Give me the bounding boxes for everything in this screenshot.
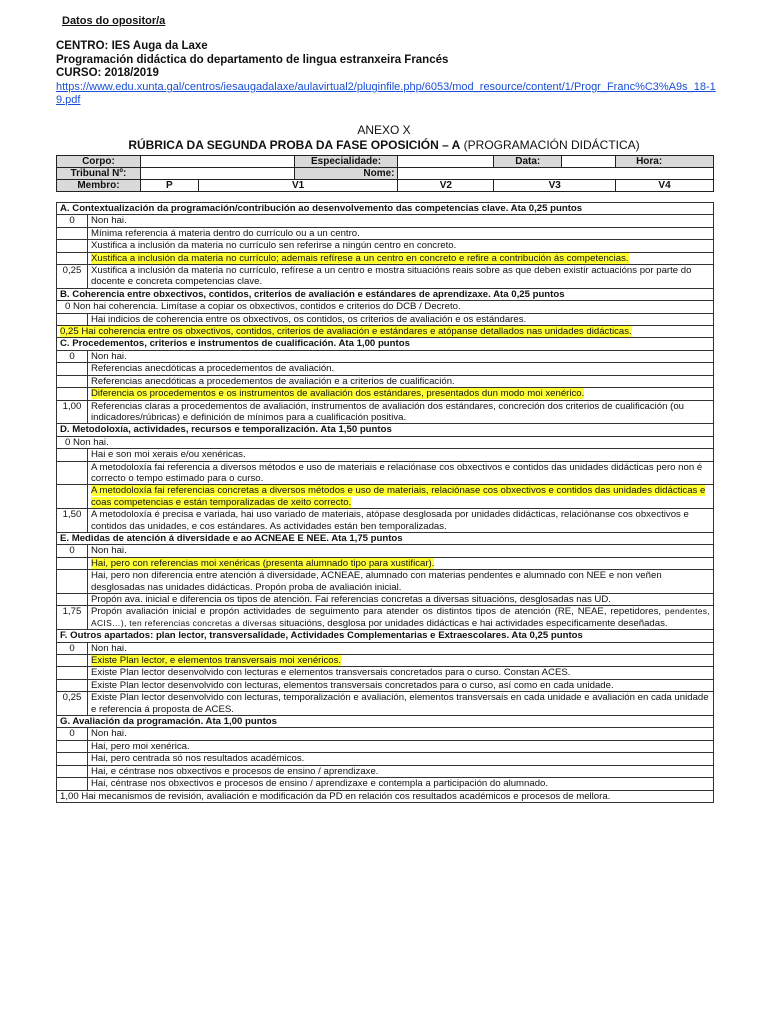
score-cell: 1,00 — [57, 400, 88, 424]
tribunal-value[interactable] — [140, 168, 294, 180]
especialidade-value[interactable] — [398, 156, 494, 168]
criterion-cell-highlighted: 0,25 Hai coherencia entre os obxectivos, contidos, criterios de avaliación e estándares e atópanse detallados nas unidades didácticas. — [57, 326, 714, 338]
table-row — [57, 485, 714, 509]
section-f-title: F. Outros apartados: plan lector, transversalidade, Actividades Complementarias e Extraescolares. Ata 0,25 puntos — [57, 630, 714, 642]
table-row — [57, 449, 714, 461]
score-cell: 0,25 — [57, 692, 88, 716]
criterion-cell: Referencias claras a procedementos de avaliación, instrumentos de avaliación dos estándares, concreción dos criterios de cualificación (ou indicadores/rúbricas) e definición de mínimos para a cualificación positiva. — [88, 400, 714, 424]
corpo-value[interactable] — [140, 156, 294, 168]
criterion-cell: Existe Plan lector desenvolvido con lecturas e elementos transversais concretados para o curso. Constan ACES. — [88, 667, 714, 679]
criterion-cell: Existe Plan lector desenvolvido con lecturas, temporalización e avaliación, elementos transversais en cada unidade e avaliación en cada unidade e referencia á proposta de ACES. — [88, 692, 714, 716]
table-row — [57, 679, 714, 691]
criterion-cell: Non hai. — [88, 215, 714, 227]
criterion-cell: 0 Non hai. — [57, 436, 714, 448]
centre-info — [56, 40, 448, 81]
table-row — [57, 667, 714, 679]
programacion-link[interactable]: https://www.edu.xunta.gal/centros/iesaugadalaxe/aulavirtual2/pluginfile.php/6053/mod_resource/content/1/Progr_Franc%C3%A9s_18-19.pdf — [56, 81, 716, 106]
membro-v2: V2 — [398, 180, 494, 192]
score-cell: 1,75 — [57, 606, 88, 630]
criterion-cell: Hai e son moi xerais e/ou xenéricas. — [88, 449, 714, 461]
criterion-cell-highlighted: A metodoloxía fai referencias concretas a diversos métodos e uso de materiais, relaciónase cos obxectivos e contidos das unidades didácticas e coas competencias e están temporalizadas de xeito correcto. — [88, 485, 714, 509]
criterion-cell: Mínima referencia á materia dentro do currículo ou a un centro. — [88, 227, 714, 239]
table-row — [57, 753, 714, 765]
criterion-cell: Non hai. — [88, 545, 714, 557]
table-row — [57, 570, 714, 594]
table-row — [57, 301, 714, 313]
criterion-cell: Hai, pero non diferencia entre atención á diversidade, ACNEAE, alumnado con materias pendentes e alumnado con NEE e non veñen desglosadas nas unidades didácticas. Propón proba de avaliación inicial. — [88, 570, 714, 594]
table-row — [57, 545, 714, 557]
criterion-cell: Non hai. — [88, 728, 714, 740]
criterion-cell: Hai, pero centrada só nos resultados académicos. — [88, 753, 714, 765]
criterion-cell: Hai indicios de coherencia entre os obxectivos, os contidos, os criterios de avaliación e os estándares. — [88, 313, 714, 325]
table-row — [57, 461, 714, 485]
rubrica-title — [0, 138, 768, 152]
criterion-cell: Hai, céntrase nos obxectivos e procesos de ensino / aprendizaxe e contempla a participación do alumnado. — [88, 778, 714, 790]
table-row — [57, 594, 714, 606]
table-row — [57, 557, 714, 569]
table-row — [57, 215, 714, 227]
table-row — [57, 375, 714, 387]
table-row — [57, 692, 714, 716]
table-row — [57, 655, 714, 667]
hora-label: Hora: — [616, 156, 714, 168]
membro-v4: V4 — [616, 180, 714, 192]
rubric-table — [56, 202, 714, 803]
table-row — [57, 778, 714, 790]
table-row — [57, 509, 714, 533]
nome-value[interactable] — [398, 168, 714, 180]
rubrica-title-bold: RÚBRICA DA SEGUNDA PROBA DA FASE OPOSICIÓN – A — [128, 138, 461, 152]
data-value[interactable] — [562, 156, 616, 168]
section-d-title: D. Metodoloxía, actividades, recursos e temporalización. Ata 1,50 puntos — [57, 424, 714, 436]
table-row — [57, 728, 714, 740]
table-row — [57, 252, 714, 264]
criterion-cell: Hai, e céntrase nos obxectivos e procesos de ensino / aprendizaxe. — [88, 765, 714, 777]
score-cell: 0 — [57, 215, 88, 227]
table-row — [57, 350, 714, 362]
programacion-line: Programación didáctica do departamento de lingua estranxeira Francés — [56, 53, 449, 66]
table-row — [57, 740, 714, 752]
table-row — [57, 388, 714, 400]
score-cell: 1,50 — [57, 509, 88, 533]
table-row — [57, 326, 714, 338]
score-cell: 0 — [57, 642, 88, 654]
table-row — [57, 240, 714, 252]
criterion-cell-highlighted: Diferencia os procedementos e os instrumentos de avaliación dos estándares, presentados dun modo moi xenérico. — [88, 388, 714, 400]
criterion-cell: A metodoloxía fai referencia a diversos métodos e uso de materiais e relaciónase cos obxectivos e contidos das unidades didácticas pero non é correcto o tempo estimado para o curso. — [88, 461, 714, 485]
criterion-cell: A metodoloxía é precisa e variada, hai uso variado de materiais, atópase desglosada por unidades didácticas, relaciónanse cos obxectivos e contidos das unidades, e cos estándares. As actividades están ben temporalizadas. — [88, 509, 714, 533]
section-c-title: C. Procedementos, criterios e instrumentos de cualificación. Ata 1,00 puntos — [57, 338, 714, 350]
criterion-cell-highlighted: Hai, pero con referencias moi xenéricas (presenta alumnado tipo para xustificar). — [88, 557, 714, 569]
rubrica-title-normal: (PROGRAMACIÓN DIDÁCTICA) — [460, 138, 640, 152]
data-label: Data: — [494, 156, 562, 168]
membro-label: Membro: — [57, 180, 141, 192]
identification-table — [56, 155, 714, 192]
table-row — [57, 265, 714, 289]
section-b-title: B. Coherencia entre obxectivos, contidos, criterios de avaliación e estándares de aprendizaxe. Ata 0,25 puntos — [57, 288, 714, 300]
criterion-cell: Propón ava. inicial e diferencia os tipos de atención. Fai referencias concretas a diversas situacións, desglosadas nas UD. — [88, 594, 714, 606]
criterion-cell: 1,00 Hai mecanismos de revisión, avaliación e modificación da PD en relación cos resultados académicos e procesos de mellora. — [57, 790, 714, 802]
score-cell: 0 — [57, 545, 88, 557]
criterion-cell: Referencias anecdóticas a procedementos de avaliación e a criterios de cualificación. — [88, 375, 714, 387]
opositor-label: Datos do opositor/a — [62, 15, 166, 27]
membro-v3: V3 — [494, 180, 616, 192]
table-row — [57, 606, 714, 630]
criterion-cell: Xustifica a inclusión da materia no currículo sen referirse a ningún centro en concreto. — [88, 240, 714, 252]
criterion-cell: Hai, pero moi xenérica. — [88, 740, 714, 752]
tribunal-label: Tribunal Nº: — [57, 168, 141, 180]
table-row — [57, 765, 714, 777]
section-g-title: G. Avaliación da programación. Ata 1,00 puntos — [57, 716, 714, 728]
criterion-cell: Propón avaliación inicial e propón actividades de seguimento para atender os distintos tipos de atención (RE, NEAE, repetidores, pendentes, ACIS…), ten referencias concretas a diversas situacións, desglosa por unidades didácticas e hai actividades especificamente deseñadas. — [88, 606, 714, 630]
centro-line: CENTRO: IES Auga da Laxe — [56, 40, 208, 52]
table-row — [57, 400, 714, 424]
criterion-cell: Referencias anecdóticas a procedementos de avaliación. — [88, 363, 714, 375]
table-row — [57, 436, 714, 448]
table-row — [57, 790, 714, 802]
criterion-cell-highlighted: Existe Plan lector, e elementos transversais moi xenéricos. — [88, 655, 714, 667]
curso-line: CURSO: 2018/2019 — [56, 67, 159, 79]
criterion-cell: Non hai. — [88, 350, 714, 362]
membro-v1: V1 — [198, 180, 398, 192]
criterion-cell: Xustifica a inclusión da materia no currículo, refírese a un centro e mostra situacións reais sobre as que deben existir actuacións por parte do docente e concreta competencias clave. — [88, 265, 714, 289]
table-row — [57, 642, 714, 654]
score-cell: 0 — [57, 350, 88, 362]
section-a-title: A. Contextualización da programación/contribución ao desenvolvemento das competencias clave. Ata 0,25 puntos — [57, 203, 714, 215]
score-cell: 0,25 — [57, 265, 88, 289]
table-row — [57, 227, 714, 239]
table-row — [57, 313, 714, 325]
section-e-title: E. Medidas de atención á diversidade e ao ACNEAE E NEE. Ata 1,75 puntos — [57, 532, 714, 544]
anexo-title: ANEXO X — [357, 123, 411, 137]
criterion-cell: Existe Plan lector desenvolvido con lecturas, elementos transversais concretados para o curso, así como en cada unidade. — [88, 679, 714, 691]
criterion-cell-highlighted: Xustifica a inclusión da materia no currículo; ademais refírese a un centro en concreto e refire a contribución ás competencias. — [88, 252, 714, 264]
corpo-label: Corpo: — [57, 156, 141, 168]
especialidade-label: Especialidade: — [294, 156, 398, 168]
nome-label: Nome: — [294, 168, 398, 180]
criterion-cell: 0 Non hai coherencia. Limítase a copiar os obxectivos, contidos e criterios do DCB / Decreto. — [57, 301, 714, 313]
score-cell: 0 — [57, 728, 88, 740]
membro-p: P — [140, 180, 198, 192]
criterion-cell: Non hai. — [88, 642, 714, 654]
table-row — [57, 363, 714, 375]
